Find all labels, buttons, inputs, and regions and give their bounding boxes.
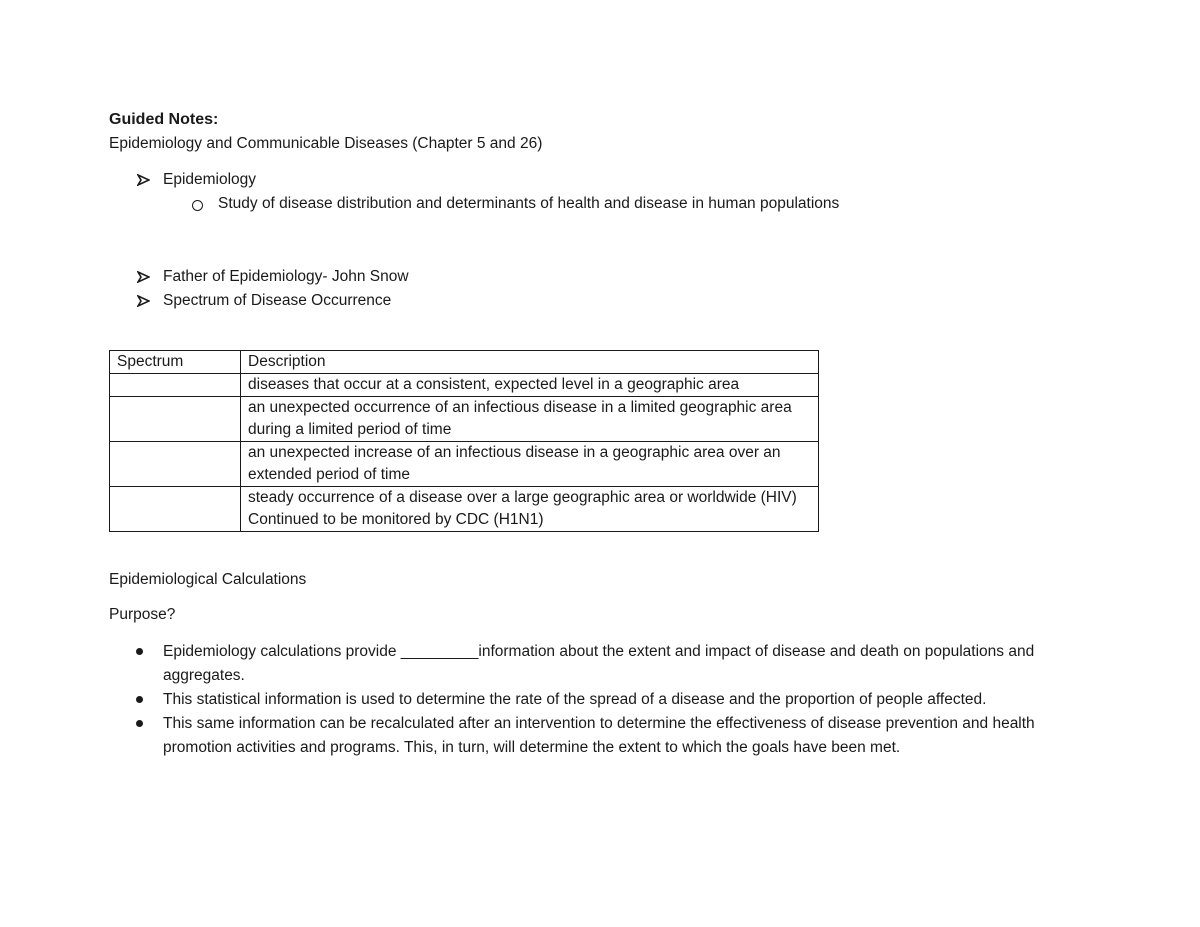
table-row bbox=[110, 397, 819, 442]
table-row bbox=[110, 374, 819, 397]
dot-bullet-icon bbox=[136, 720, 143, 727]
outline-item-spectrum: Spectrum of Disease Occurrence bbox=[163, 292, 392, 309]
document-subtitle: Epidemiology and Communicable Diseases (Chapter 5 and 26) bbox=[109, 135, 543, 152]
calc-bullet-3: This same information can be recalculated after an intervention to determine the effectiveness of disease prevention and health promotion activities and programs. This, in turn, will determine the extent to which the goals have been met. bbox=[163, 715, 1035, 756]
arrow-bullet-icon bbox=[137, 290, 151, 312]
arrow-bullet-icon bbox=[137, 266, 151, 288]
spectrum-table bbox=[109, 350, 819, 532]
dot-bullet-icon bbox=[136, 696, 143, 703]
sub-bullet-definition: Study of disease distribution and determinants of health and disease in human populations bbox=[218, 195, 840, 212]
table-cell-spectrum[interactable] bbox=[110, 397, 241, 442]
table-cell-description: an unexpected occurrence of an infectious disease in a limited geographic area during a limited period of time bbox=[241, 397, 819, 442]
table-row bbox=[110, 442, 819, 487]
table-row bbox=[110, 487, 819, 532]
document-title: Guided Notes: bbox=[109, 111, 219, 128]
table-cell-spectrum[interactable] bbox=[110, 442, 241, 487]
table-cell-spectrum[interactable] bbox=[110, 374, 241, 397]
table-cell-spectrum[interactable] bbox=[110, 487, 241, 532]
table-header-row bbox=[110, 351, 819, 374]
section-heading-calculations: Epidemiological Calculations bbox=[109, 571, 307, 588]
outline-item-epidemiology: Epidemiology bbox=[163, 171, 257, 188]
table-cell-description: an unexpected increase of an infectious disease in a geographic area over an extended period of time bbox=[241, 442, 819, 487]
table-header-description: Description bbox=[241, 351, 819, 374]
calc-bullet-1: Epidemiology calculations provide _________information about the extent and impact of disease and death on populations and aggregates. bbox=[163, 643, 1035, 684]
arrow-bullet-icon bbox=[137, 169, 151, 191]
purpose-label: Purpose? bbox=[109, 606, 176, 623]
table-cell-description: diseases that occur at a consistent, expected level in a geographic area bbox=[241, 374, 819, 397]
table-header-spectrum: Spectrum bbox=[110, 351, 241, 374]
circle-bullet-icon bbox=[192, 200, 203, 211]
table-cell-description: steady occurrence of a disease over a large geographic area or worldwide (HIV) Continued to be monitored by CDC (H1N1) bbox=[241, 487, 819, 532]
dot-bullet-icon bbox=[136, 648, 143, 655]
calc-bullet-2: This statistical information is used to determine the rate of the spread of a disease and the proportion of people affected. bbox=[163, 691, 987, 708]
outline-item-father: Father of Epidemiology- John Snow bbox=[163, 268, 409, 285]
